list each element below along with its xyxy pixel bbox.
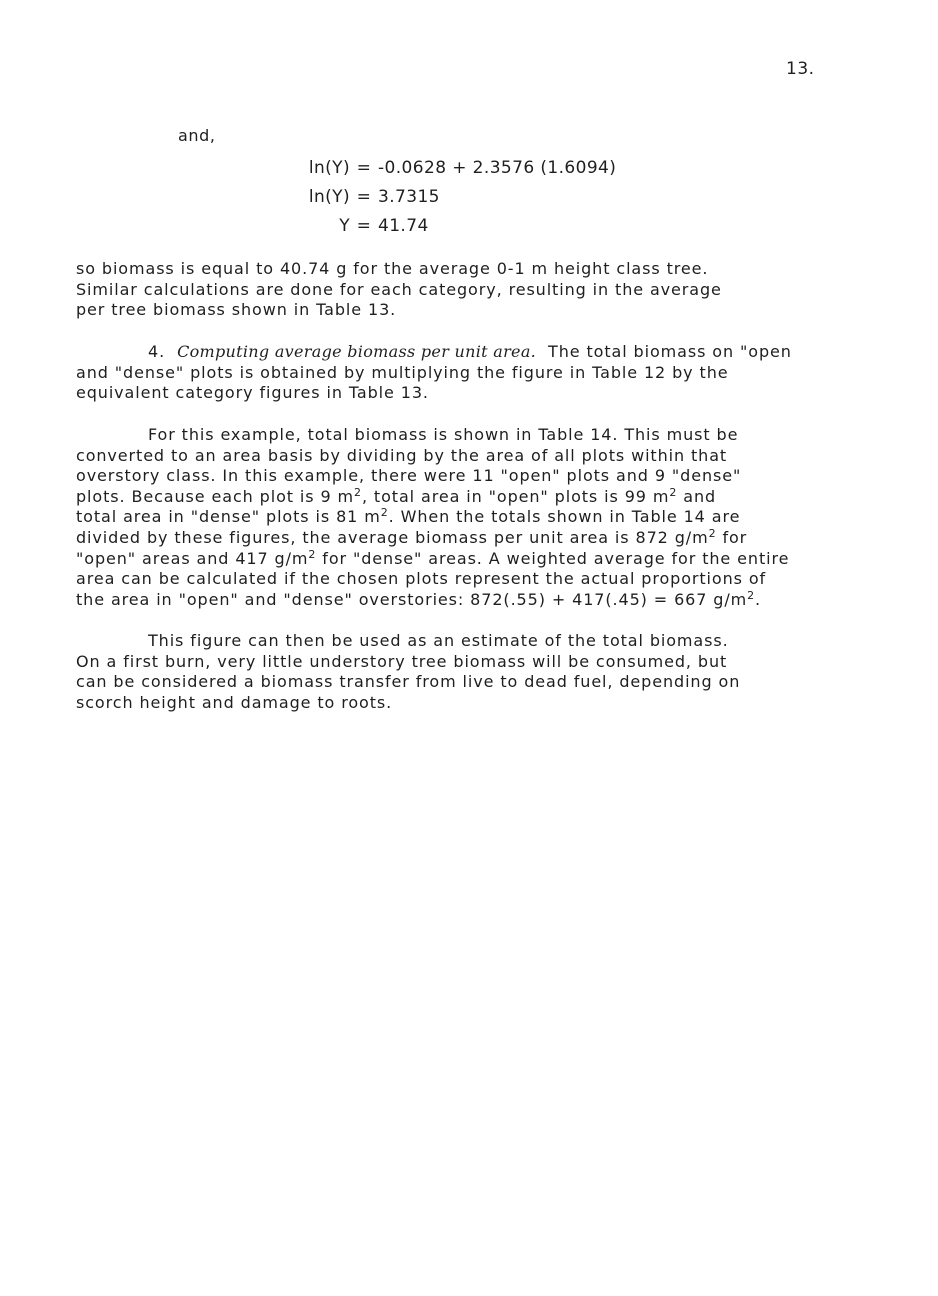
superscript: 2 <box>708 526 717 540</box>
text-fragment: . <box>755 589 762 609</box>
text-line: This figure can then be used as an estimate of the total biomass. <box>148 631 729 650</box>
text-fragment: for "dense" areas. A weighted average for the entire <box>316 548 790 568</box>
text-fragment: plots. Because each plot is 9 m <box>76 486 355 506</box>
text-fragment: and <box>677 486 717 506</box>
superscript: 2 <box>669 485 678 499</box>
superscript: 2 <box>308 547 317 561</box>
equation-rhs: 41.74 <box>378 216 429 236</box>
equation-row <box>286 154 706 183</box>
superscript: 2 <box>354 485 362 499</box>
superscript: 2 <box>380 506 389 520</box>
text-line: Similar calculations are done for each category, resulting in the average <box>76 279 722 299</box>
equation-lhs: ln(Y) <box>308 158 350 178</box>
text-line <box>76 549 886 570</box>
text-line <box>76 528 886 549</box>
equation-block <box>286 154 706 241</box>
text-fragment: divided by these figures, the average biomass per unit area is 872 g/m <box>76 527 709 547</box>
equation-rhs: 3.7315 <box>378 187 440 207</box>
text-line <box>76 342 886 363</box>
paragraph-total-biomass <box>76 631 886 713</box>
text-fragment: for <box>716 527 748 547</box>
text-line <box>76 507 886 528</box>
text-fragment: , total area in "open" plots is 99 m <box>361 486 670 506</box>
text-line: scorch height and damage to roots. <box>76 692 393 712</box>
text-fragment: the area in "open" and "dense" overstories: 872(.55) + 417(.45) = 667 g/m <box>76 589 748 609</box>
equation-lhs: ln(Y) <box>308 187 350 207</box>
text-fragment: total area in "dense" plots is 81 m <box>76 507 381 527</box>
text-fragment: . When the totals shown in Table 14 are <box>388 507 741 527</box>
step-heading: Computing average biomass per unit area. <box>177 342 537 361</box>
text-line: and "dense" plots is obtained by multiplying the figure in Table 12 by the <box>76 362 729 382</box>
equation-sign: = <box>356 158 372 178</box>
text-fragment: "open" areas and 417 g/m <box>76 548 309 568</box>
text-line: On a first burn, very little understory tree biomass will be consumed, but <box>76 651 728 671</box>
text-line: area can be calculated if the chosen plots represent the actual proportions of <box>76 569 767 589</box>
superscript: 2 <box>747 588 756 602</box>
equation-row <box>286 183 706 212</box>
intro-text: and, <box>178 126 216 145</box>
text-line: so biomass is equal to 40.74 g for the average 0-1 m height class tree. <box>76 259 709 278</box>
text-line: overstory class. In this example, there were 11 "open" plots and 9 "dense" <box>76 466 742 486</box>
equation-sign: = <box>356 187 372 207</box>
text-line: equivalent category figures in Table 13. <box>76 383 429 403</box>
paragraph-example <box>76 425 886 610</box>
text-line <box>76 590 886 611</box>
equation-rhs: -0.0628 + 2.3576 (1.6094) <box>378 158 617 178</box>
equation-lhs: Y <box>339 216 350 236</box>
text-line: For this example, total biomass is shown in Table 14. This must be <box>148 425 739 444</box>
step-number: 4. <box>148 342 166 361</box>
paragraph-step-4 <box>76 342 886 404</box>
text-line: converted to an area basis by dividing by the area of all plots within that <box>76 445 728 465</box>
equation-sign: = <box>356 216 372 236</box>
paragraph-biomass-result <box>76 259 886 321</box>
text-line: can be considered a biomass transfer from live to dead fuel, depending on <box>76 672 741 692</box>
text-line <box>76 487 886 508</box>
text-line: per tree biomass shown in Table 13. <box>76 300 397 320</box>
page-number: 13. <box>786 59 815 79</box>
text-fragment: The total biomass on "open <box>548 342 792 361</box>
equation-row <box>286 212 706 241</box>
